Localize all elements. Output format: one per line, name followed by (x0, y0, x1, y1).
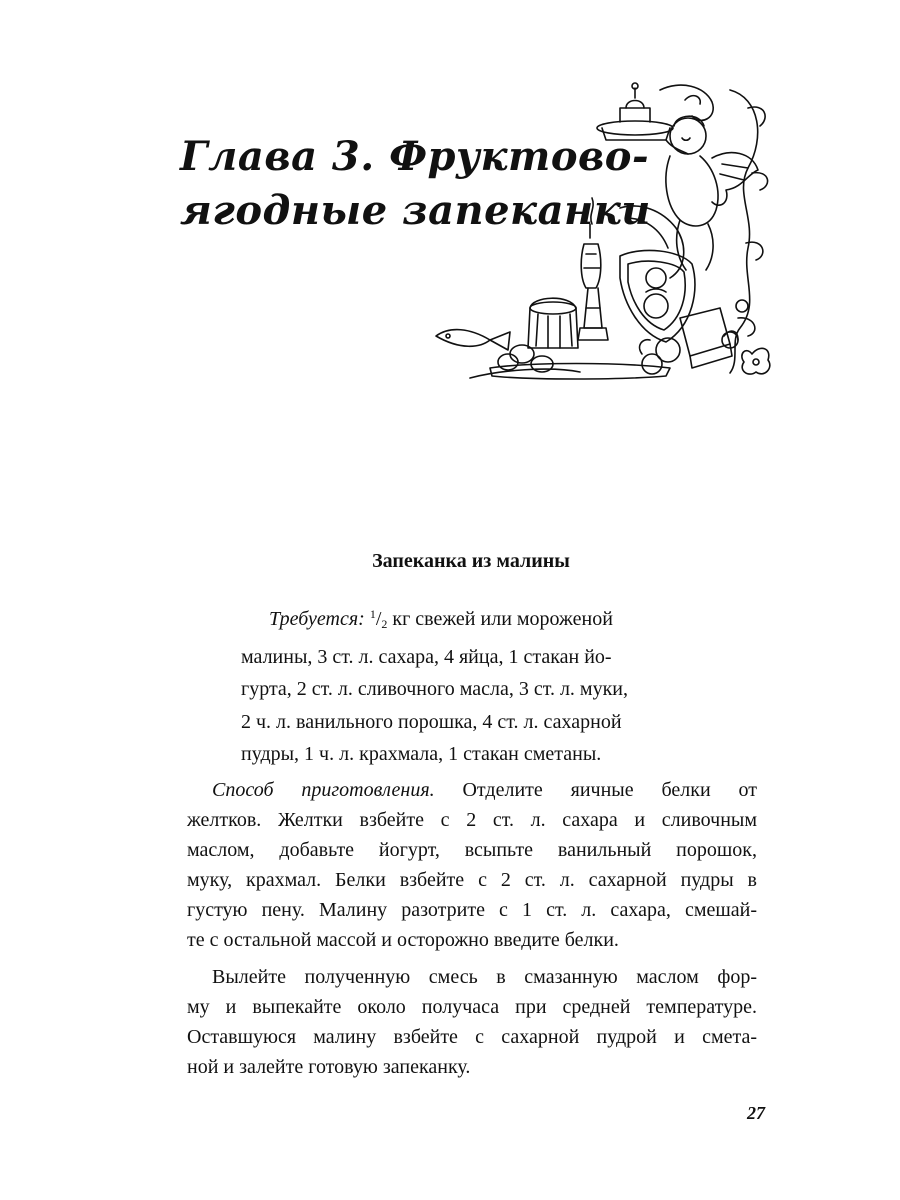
ingredients-text: кг свежей или мороженой (387, 608, 613, 630)
page-number: 27 (747, 1103, 765, 1123)
method-line: желтков. Желтки взбейте с 2 ст. л. сахара и сливочным (187, 809, 757, 831)
ingredients-line: гурта, 2 ст. л. сливочного масла, 3 ст. л. муки, (241, 678, 629, 700)
fraction-denominator: 2 (381, 617, 388, 631)
method-label: Способ приготовления. (212, 779, 435, 801)
ingredients-label: Требуется: (269, 608, 365, 630)
chapter-title-line-2: ягодные запеканки (180, 187, 651, 234)
method-line (187, 775, 757, 805)
method-line: маслом, добавьте йогурт, всыпьте ванильный порошок, (187, 839, 757, 861)
method-line: те с остальной массой и осторожно введите белки. (187, 929, 619, 951)
method-line: ной и залейте готовую запеканку. (187, 1056, 471, 1078)
fraction-slash: / (375, 608, 382, 630)
recipe-title: Запеканка из малины (372, 550, 570, 572)
method-paragraph-2 (187, 962, 757, 1082)
ingredients-line: малины, 3 ст. л. сахара, 4 яйца, 1 стакан йо- (241, 645, 612, 668)
ingredients-line: 2 ч. л. ванильного порошка, 4 ст. л. сахарной (241, 710, 622, 733)
method-line: муку, крахмал. Белки взбейте с 2 ст. л. сахарной пудры в (187, 869, 757, 891)
method-line: му и выпекайте около получаса при средней температуре. (187, 996, 757, 1018)
method-paragraph-1 (187, 775, 757, 955)
method-text: Отделите яичные белки от (434, 779, 757, 801)
ingredients-paragraph (241, 598, 697, 771)
method-line: Оставшуюся малину взбейте с сахарной пудрой и смета- (187, 1026, 757, 1048)
method-line: Вылейте полученную смесь в смазанную маслом фор- (212, 966, 757, 988)
chapter-title (180, 130, 651, 238)
fraction-numerator: 1 (369, 607, 376, 621)
method-section (187, 775, 757, 1082)
method-line: густую пену. Малину разотрите с 1 ст. л. сахара, смешай- (187, 899, 757, 921)
chapter-title-line-1: Глава 3. Фруктово- (180, 133, 650, 180)
ingredients-line (241, 598, 697, 641)
fraction-half (370, 608, 388, 630)
ingredients-line: пудры, 1 ч. л. крахмала, 1 стакан сметаны. (241, 743, 602, 765)
